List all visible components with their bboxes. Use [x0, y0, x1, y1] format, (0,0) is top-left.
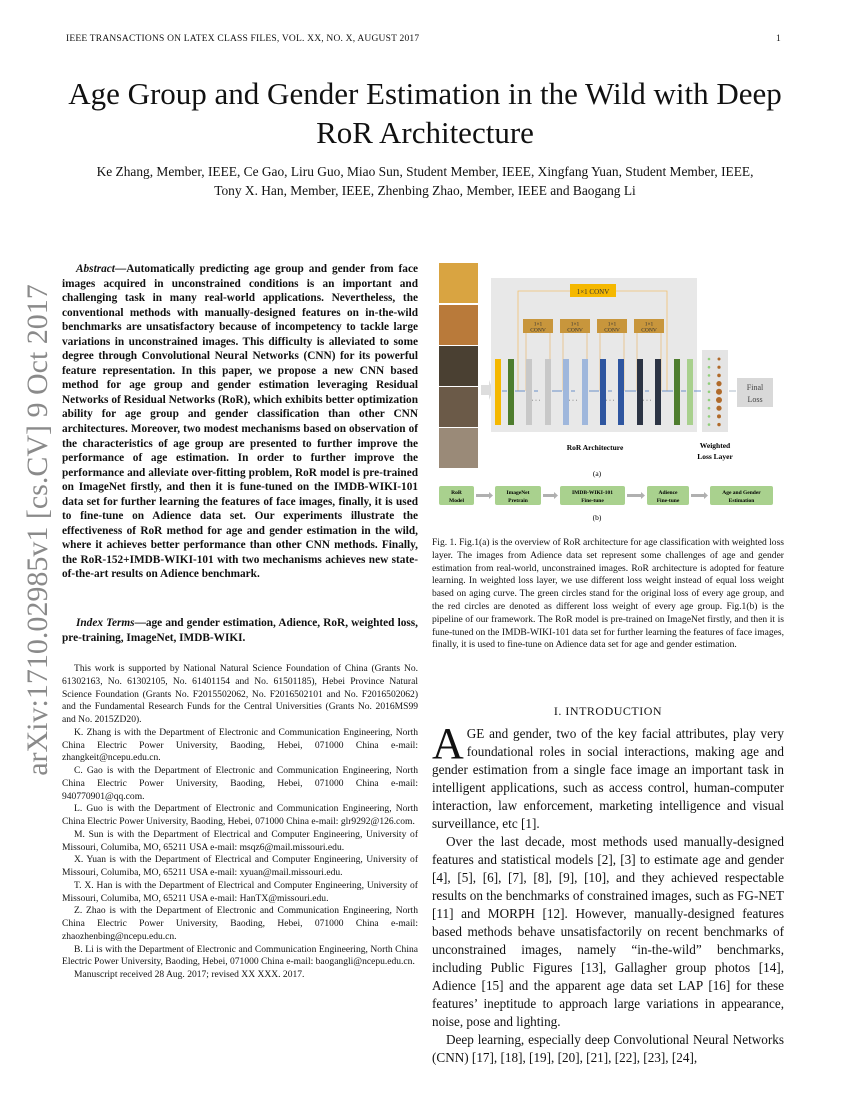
figure-caption: Fig. 1. Fig.1(a) is the overview of RoR architecture for age classification with weighted loss layer. The images from Adience data set represent some challenges of age and gender estimation from real-world, unconstrained images. RoR architecture is adopted for feature learning. In weighted loss layer, we use different loss weight instead of equal loss weight based on aging curve. The green circles stand for the original loss of every age group, and the red circles are denoted as different loss weight of every age group. Fig.1(b) is the pipeline of our framework. The RoR model is pre-trained on ImageNet firstly, and then it is fune-tuned on the IMDB-WIKI-101 data set for further learning the features of face images, finally, it is used to fine-tune on Adience data set for age and gender estimation. — [432, 537, 784, 651]
pipeline-arrow — [627, 492, 645, 499]
conv-label: 1×1 — [533, 321, 543, 328]
layer-bar — [495, 359, 501, 425]
subfigure-b-label: (b) — [592, 513, 602, 522]
arxiv-identifier: arXiv:1710.02985v1 [cs.CV] 9 Oct 2017 — [21, 284, 54, 776]
pipeline-step-label: Adience — [658, 490, 678, 496]
layer-bar — [687, 359, 693, 425]
weighted-loss-circle — [716, 406, 721, 411]
abstract — [62, 262, 418, 582]
footnote: B. Li is with the Department of Electronic and Communication Engineering, North China Electric Power University, Baoding, Hebei, 071000 China e-mail: baogangli@ncepu.edu.cn. — [62, 943, 418, 968]
ror-architecture-box — [491, 278, 697, 432]
conv-label: 1×1 — [607, 321, 617, 328]
weighted-loss-circle — [717, 374, 721, 378]
conv-label: 1×1 — [570, 321, 580, 328]
layer-bar — [655, 359, 661, 425]
ellipsis: · · · — [568, 398, 578, 404]
original-loss-circle — [708, 382, 711, 385]
layer-bar — [526, 359, 532, 425]
layer-bar — [582, 359, 588, 425]
drop-cap: A — [432, 719, 464, 768]
weighted-loss-circle — [716, 381, 721, 386]
ellipsis: · · · — [605, 398, 615, 404]
final-loss-label: Final — [746, 383, 764, 392]
pipeline-step-label: Age and Gender — [722, 490, 761, 496]
conv-label: 1×1 — [644, 321, 654, 328]
index-terms-text: —age and gender estimation, Adience, RoR, weighted loss, pre-training, ImageNet, IMDB-WIKI. — [62, 617, 418, 644]
footnotes — [62, 663, 418, 982]
intro-paragraph: Over the last decade, most methods used manually-designed features and statistical models [2], [3] to estimate age and gender [4], [5], [6], [7], [8], [9], [10], and they achieved respectable results on the benchmarks of constrained images, such as FG-NET [11] and MORPH [12]. However, manually-designed features based methods behave unsatisfactorily on recent benchmarks of unconstrained images, namely “in-the-wild” benchmarks, including Public Figures [13], Gallagher group photos [14], Adience [15] and the apparent age data set LAP [16] for these features’ ineptitude to approach large variations in appearance, noise, pose and lighting. — [432, 834, 784, 1029]
conv-label: CONV — [641, 327, 657, 334]
layer-bar — [545, 359, 551, 425]
footnote: X. Yuan is with the Department of Electrical and Computer Engineering, University of Missouri, Columiba, MO, 65211 USA e-mail: xyuan@mail.missouri.edu. — [62, 854, 418, 878]
pipeline-step-label: RoR — [451, 490, 462, 496]
pipeline-step-label: Fine-tune — [656, 498, 680, 504]
layer-bar — [674, 359, 680, 425]
page-number: 1 — [776, 34, 781, 44]
weighted-loss-circle — [716, 389, 722, 395]
conv-label: CONV — [604, 327, 620, 334]
weighted-loss-label: Weighted — [699, 441, 731, 450]
layer-bar — [618, 359, 624, 425]
original-loss-circle — [708, 366, 711, 369]
intro-paragraph: Deep learning, especially deep Convolutional Neural Networks (CNN) [17], [18], [19], [20], [21], [22], [23], [24], — [432, 1032, 784, 1065]
conv-label: CONV — [567, 327, 583, 334]
subfigure-a-label: (a) — [592, 469, 602, 478]
final-loss-label: Loss — [747, 395, 763, 404]
paper-title: Age Group and Gender Estimation in the Wild with Deep RoR Architecture — [68, 76, 782, 150]
pipeline-arrow — [543, 492, 558, 499]
layer-bar — [508, 359, 514, 425]
footnote: Manuscript received 28 Aug. 2017; revised XX XXX. 2017. — [74, 969, 305, 980]
conv-label: CONV — [530, 327, 546, 334]
ror-architecture-label: RoR Architecture — [566, 443, 624, 452]
footnote: K. Zhang is with the Department of Electronic and Communication Engineering, North China Electric Power University, Baoding, Hebei, 071000 China e-mail: zhangkeit@ncepu.edu.cn. — [62, 726, 418, 764]
weighted-loss-label: Loss Layer — [697, 452, 733, 461]
footnote: T. X. Han is with the Department of Electrical and Computer Engineering, University of Missouri, Columiba, MO, 65211 USA e-mail: HanTX@missouri.edu. — [62, 879, 418, 904]
abstract-text: —Automatically predicting age group and gender from face images acquired in unconstrained conditions is an important and challenging task in many real-world applications. Nevertheless, the conventional methods with manually-designed features on in-the-wild benchmarks are unsatisfactory because of incompetency to tackle large variations in unconstrained images. This difficulty is alleviated to some degree through Convolutional Neural Networks (CNN) for its powerful feature representation. In this paper, we propose a new CNN based method for age group and gender estimation leveraging Residual Networks of Residual Networks (RoR), which exhibits better optimization ability for age group and gender classification than other CNN architectures. Moreover, two modest mechanisms based on observation of the characteristics of age group are presented to further improve the performance of age estimation. In order to further improve the performance and alleviate over-fitting problem, RoR model is pre-trained on ImageNet firstly, and then it is fune-tuned on the IMDB-WIKI-101 data set for further learning the features of face images, finally, it is used to fine-tune on Adience data set. Our experiments illustrate the effectiveness of RoR method for age and gender estimation in the wild, where it achieves better performance than other CNN methods. Finally, the RoR-152+IMDB-WIKI-101 with two mechanisms achieves new state-of-the-art results on Adience benchmark. — [62, 263, 418, 581]
footnote: M. Sun is with the Department of Electrical and Computer Engineering, University of Missouri, Columiba, MO, 65211 USA e-mail: msqz6@mail.missouri.edu. — [62, 828, 418, 853]
weighted-loss-circle — [717, 414, 721, 418]
section-heading: I. INTRODUCTION — [553, 704, 663, 718]
pipeline-step-label: Estimation — [728, 498, 755, 504]
face-images — [439, 263, 478, 468]
original-loss-circle — [708, 407, 711, 410]
original-loss-circle — [708, 423, 711, 426]
footnote: C. Gao is with the Department of Electronic and Communication Engineering, North China Electric Power University, Baoding, Hebei, 071000 China e-mail: 940770901@qq.com. — [62, 765, 418, 802]
running-header: IEEE TRANSACTIONS ON LATEX CLASS FILES, VOL. XX, NO. X, AUGUST 2017 — [66, 34, 420, 44]
weighted-loss-box — [702, 350, 728, 432]
author-list: Ke Zhang, Member, IEEE, Ce Gao, Liru Guo, Miao Sun, Student Member, IEEE, Xingfang Yuan, Student Member, IEEE, Tony X. Han, Member, IEEE, Zhenbing Zhao, Member, IEEE and Baogang Li — [96, 164, 754, 198]
layer-bar — [563, 359, 569, 425]
intro-paragraph: GE and gender, two of the key facial attributes, play very foundational roles in social interactions, making age and gender estimation from a single face image an important task in intelligent applications, such as access control, human-computer interaction, law enforcement, marketing intelligence and visual surveillance, etc [1]. — [432, 726, 784, 831]
original-loss-circle — [708, 415, 711, 418]
footnote: This work is supported by National Natural Science Foundation of China (Grants No. 61302163, No. 61302105, No. 61401154 and No. 61501185), Hebei Province Natural Science Foundation (Grants No. F2015502062, No. F2016502101 and No. F2016502062) and the Fundamental Research Funds for the Central Universities (Grants No. 2016MS99 and No. 2015ZD20). — [62, 663, 418, 725]
ellipsis: · · · — [531, 398, 541, 404]
pipeline-step-label: IMDB-WIKI-101 — [572, 490, 613, 496]
introduction-body — [432, 719, 784, 1067]
ellipsis: · · · — [642, 398, 652, 404]
footnote: Z. Zhao is with the Department of Electronic and Communication Engineering, North China Electric Power University, Baoding, Hebei, 071000 China e-mail: zhaozhenbing@ncepu.edu.cn. — [62, 905, 418, 942]
index-terms-label: Index Terms — [76, 617, 135, 629]
pipeline-arrow — [476, 492, 493, 499]
pipeline-step-label: ImageNet — [506, 490, 530, 496]
weighted-loss-circle — [717, 366, 720, 369]
pipeline-step-label: Pretrain — [508, 498, 528, 504]
index-terms — [62, 616, 418, 645]
original-loss-circle — [708, 358, 711, 361]
figure-1 — [435, 255, 790, 525]
original-loss-circle — [708, 399, 711, 402]
conv-label: 1×1 CONV — [576, 288, 610, 296]
original-loss-circle — [708, 374, 711, 377]
pipeline-step-label: Fine-tune — [581, 498, 604, 504]
abstract-label: Abstract — [76, 263, 115, 275]
pipeline-arrow — [691, 492, 708, 499]
pipeline-step-label: Model — [449, 498, 464, 504]
weighted-loss-circle — [716, 397, 722, 403]
footnote: L. Guo is with the Department of Electronic and Communication Engineering, North China Electric Power University, Baoding, Hebei, 071000 China e-mail: glr9292@126.com. — [62, 803, 418, 827]
layer-bar — [637, 359, 643, 425]
weighted-loss-circle — [718, 358, 721, 361]
layer-bar — [600, 359, 606, 425]
weighted-loss-circle — [717, 423, 720, 426]
original-loss-circle — [708, 391, 711, 394]
